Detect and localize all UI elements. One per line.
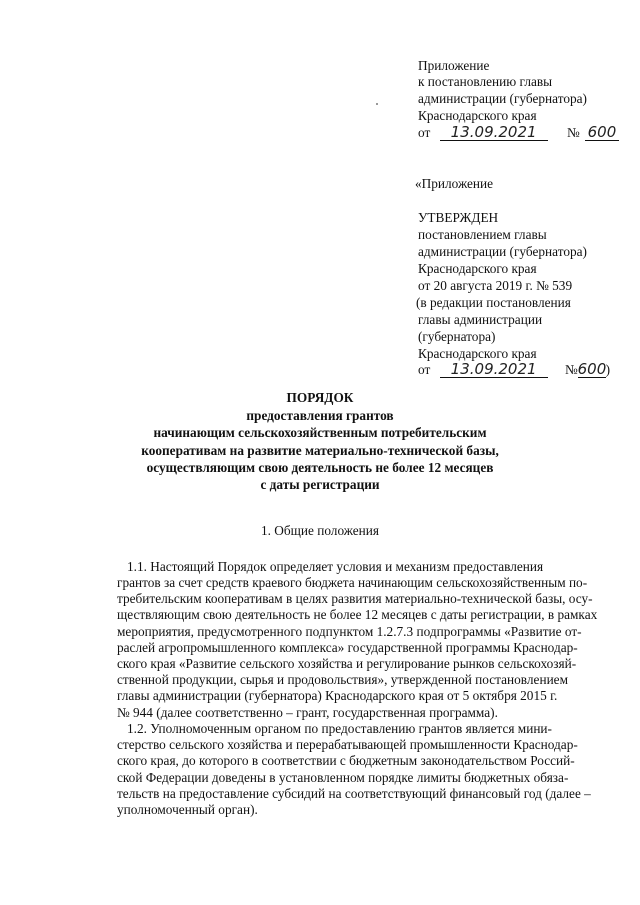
appendix-line: администрации (губернатора): [418, 244, 587, 259]
scan-speck: [376, 103, 378, 105]
paragraph-line: главы администрации (губернатора) Краснодарского края от 5 октября 2015 г.: [117, 688, 558, 704]
appendix-line: (в редакции постановления: [416, 295, 571, 310]
paragraph-line: ского края, до которого в соответствии с бюджетным законодательством Россий-: [117, 753, 575, 769]
date-prefix: от: [418, 362, 431, 377]
handwritten-number: 600: [577, 360, 607, 378]
handwritten-date: 13.09.2021: [440, 125, 548, 141]
handwritten-number: 600: [585, 125, 619, 141]
paragraph-line: грантов за счет средств краевого бюджета начинающим сельскохозяйственным по-: [117, 575, 588, 590]
title-line: начинающим сельскохозяйственным потребительским: [153, 425, 487, 440]
section-heading: 1. Общие положения: [260, 523, 380, 538]
paragraph-line: № 944 (далее соответственно – грант, государственная программа).: [117, 704, 498, 720]
paragraph-1-1: [117, 559, 622, 575]
appendix-line: от 20 августа 2019 г. № 539: [418, 278, 573, 293]
paragraph-line: ского края «Развитие сельского хозяйства и регулирование рынков сельскохозяй-: [117, 656, 577, 672]
paragraph-line: ществляющим свою деятельность не более 12 месяцев с даты регистрации, в рамках: [117, 607, 598, 623]
handwritten-date: 13.09.2021: [440, 362, 548, 378]
appendix-line: главы администрации: [418, 312, 543, 327]
document-title: ПОРЯДОК: [286, 390, 354, 405]
paragraph-line: ственной продукции, сырья и продовольствия», утвержденной постановлением: [117, 672, 568, 688]
appendix-line: Краснодарского края: [418, 346, 537, 361]
number-prefix: №: [566, 125, 580, 140]
approved-label: УТВЕРЖДЕН: [418, 210, 499, 225]
paragraph-line: требительским кооперативам в целях развития материально-технической базы, осу-: [117, 591, 593, 607]
title-line: предоставления грантов: [246, 408, 394, 423]
number-prefix: №: [564, 362, 578, 377]
appendix-line: Краснодарского края: [418, 108, 537, 123]
paragraph-line: раслей агропромышленного комплекса» государственной программы Краснодар-: [117, 639, 578, 655]
appendix-line: администрации (губернатора): [418, 91, 587, 106]
appendix-date-row: [418, 125, 619, 141]
paragraph-line: тельств на предоставление субсидий на соответствующий финансовый год (далее –: [117, 785, 591, 801]
paragraph-line: 1.2. Уполномоченным органом по предоставлению грантов является мини-: [127, 721, 552, 736]
appendix-line: (губернатора): [418, 329, 496, 344]
paragraph-1-2: [117, 721, 622, 818]
appendix-label: «Приложение: [415, 176, 494, 191]
appendix-date-row: [418, 362, 610, 378]
paragraph-line: стерство сельского хозяйства и перерабатывающей промышленности Краснодар-: [117, 737, 578, 753]
closing-paren: ): [605, 362, 611, 377]
date-prefix: от: [418, 125, 431, 140]
appendix-label: Приложение: [418, 58, 490, 73]
title-line: с даты регистрации: [260, 477, 380, 492]
paragraph-line: уполномоченный орган).: [117, 802, 258, 818]
paragraph-line: ской Федерации доведены в установленном порядке лимиты бюджетных обяза-: [117, 769, 569, 785]
title-line: осуществляющим свою деятельность не более 12 месяцев: [146, 460, 494, 475]
paragraph-line: 1.1. Настоящий Порядок определяет условия и механизм предоставления: [127, 559, 544, 574]
paragraph-line: мероприятия, предусмотренного подпунктом 1.2.7.3 подпрограммы «Развитие от-: [117, 623, 582, 639]
appendix-line: постановлением главы: [418, 227, 547, 242]
appendix-line: Краснодарского края: [418, 261, 537, 276]
appendix-line: к постановлению главы: [418, 74, 553, 89]
paragraph-1-1-body: [117, 575, 622, 721]
title-line: кооперативам на развитие материально-технической базы,: [141, 443, 499, 458]
